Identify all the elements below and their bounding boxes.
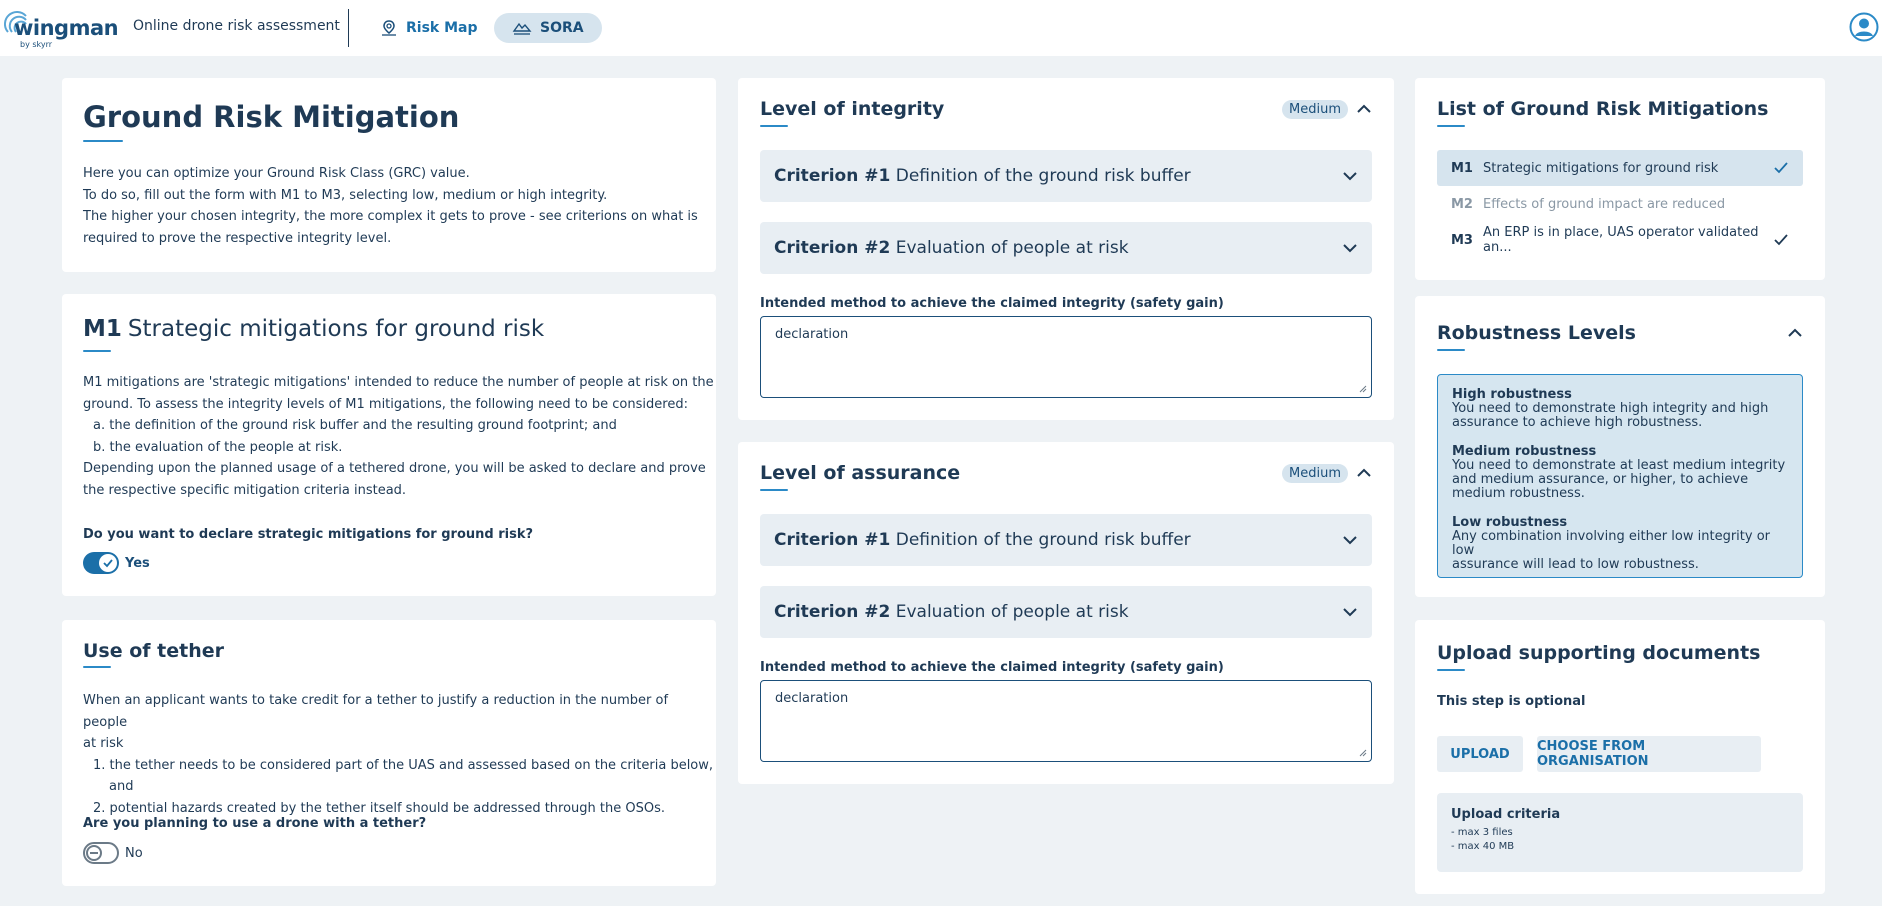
integrity-criterion-2[interactable] (760, 222, 1372, 274)
minus-icon (86, 845, 102, 861)
tether-line: 2. potential hazards created by the tether itself should be addressed through the OSOs. (93, 800, 666, 816)
m1-description (83, 372, 714, 501)
mitigation-code: M3 (1451, 232, 1473, 248)
nav-risk-map-button[interactable] (362, 13, 496, 43)
checkmark-icon (1773, 233, 1789, 247)
robustness-level-title: Medium robustness (1452, 444, 1597, 459)
chevron-up-icon[interactable] (1787, 328, 1803, 338)
robustness-card (1415, 296, 1825, 597)
m1-title-text: Strategic mitigations for ground risk (127, 316, 545, 342)
chevron-down-icon (1342, 535, 1358, 545)
tether-card (62, 620, 716, 886)
assurance-method-value: declaration (775, 691, 849, 706)
header-divider (348, 9, 349, 47)
m1-card (62, 294, 716, 596)
m1-line: a. the definition of the ground risk buffer and the resulting ground footprint; and (93, 418, 617, 433)
nav-sora-button[interactable] (494, 13, 602, 43)
m1-toggle[interactable] (83, 552, 150, 574)
mitigation-item-m3[interactable] (1437, 222, 1803, 258)
upload-criteria-title: Upload criteria (1451, 807, 1561, 822)
m1-toggle-label: Yes (125, 555, 150, 571)
chevron-down-icon (1342, 243, 1358, 253)
upload-optional-note: This step is optional (1437, 694, 1586, 709)
integrity-method-value: declaration (775, 327, 849, 342)
mitigation-list-card (1415, 78, 1825, 280)
robustness-info-box (1437, 374, 1803, 578)
tether-line: at risk (83, 736, 124, 751)
criterion-label: Criterion #1 Definition of the ground risk buffer (774, 166, 1191, 186)
tether-line: When an applicant wants to take credit for a tether to justify a reduction in the number of people (83, 693, 669, 730)
upload-underline (1437, 669, 1465, 671)
title-underline (83, 140, 123, 142)
upload-criteria-box (1437, 793, 1803, 872)
criterion-label: Criterion #2 Evaluation of people at risk (774, 602, 1129, 622)
intro-text (83, 163, 698, 249)
chevron-down-icon (1342, 171, 1358, 181)
assurance-criterion-1[interactable] (760, 514, 1372, 566)
robustness-level-title: Low robustness (1452, 515, 1568, 530)
assurance-header[interactable] (760, 462, 1372, 484)
robustness-header[interactable] (1437, 322, 1803, 344)
tether-line: and (109, 779, 134, 794)
resize-grip-icon[interactable] (1359, 385, 1367, 393)
m1-line: the respective specific mitigation criteria instead. (83, 482, 407, 498)
assurance-title: Level of assurance (760, 462, 961, 484)
choose-from-organisation-button[interactable]: CHOOSE FROM ORGANISATION (1537, 736, 1761, 772)
assurance-method-label: Intended method to achieve the claimed integrity (safety gain) (760, 660, 1224, 675)
upload-criteria-item: - max 3 files (1451, 827, 1513, 838)
logo-subtext: by skyrr (20, 40, 53, 49)
robustness-level-title: High robustness (1452, 387, 1572, 402)
top-bar (0, 0, 1882, 56)
assurance-card (738, 442, 1394, 784)
intro-line: Here you can optimize your Ground Risk Class (GRC) value. (83, 166, 470, 181)
m1-line: Depending upon the planned usage of a tethered drone, you will be asked to declare and prove (83, 461, 706, 476)
integrity-method-textarea[interactable] (760, 316, 1372, 398)
logo-text: wingman (14, 16, 119, 40)
integrity-underline (760, 125, 788, 127)
integrity-card (738, 78, 1394, 420)
integrity-criterion-1[interactable] (760, 150, 1372, 202)
integrity-method-label: Intended method to achieve the claimed integrity (safety gain) (760, 296, 1224, 311)
assurance-method-textarea[interactable] (760, 680, 1372, 762)
criterion-label: Criterion #1 Definition of the ground risk buffer (774, 530, 1191, 550)
upload-button[interactable]: UPLOAD (1437, 736, 1523, 772)
tether-underline (83, 666, 111, 668)
criterion-label: Criterion #2 Evaluation of people at risk (774, 238, 1129, 258)
m1-title (83, 316, 544, 342)
robustness-level-desc: You need to demonstrate at least medium integrity and medium assurance, or higher, to achieve medium robustness. (1452, 458, 1786, 501)
nav-sora-label: SORA (540, 20, 584, 36)
integrity-title: Level of integrity (760, 98, 945, 120)
checkmark-icon (1773, 161, 1789, 175)
assurance-underline (760, 489, 788, 491)
m1-code: M1 (83, 316, 122, 342)
upload-criteria-item: - max 40 MB (1451, 841, 1515, 852)
chevron-up-icon[interactable] (1356, 468, 1372, 478)
check-icon (99, 554, 117, 572)
intro-line: required to prove the respective integrity level. (83, 230, 392, 246)
integrity-badge: Medium (1282, 100, 1348, 119)
tether-toggle-label: No (125, 845, 143, 861)
upload-criteria-list (1451, 826, 1789, 854)
tether-line: 1. the tether needs to be considered part of the UAS and assessed based on the criteria below, (93, 757, 714, 773)
robustness-title: Robustness Levels (1437, 322, 1636, 344)
m1-line: M1 mitigations are 'strategic mitigations' intended to reduce the number of people at risk on the (83, 375, 714, 390)
integrity-header[interactable] (760, 98, 1372, 120)
intro-line: To do so, fill out the form with M1 to M3, selecting low, medium or high integrity. (83, 187, 608, 203)
upload-title: Upload supporting documents (1437, 642, 1761, 664)
tether-switch[interactable] (83, 842, 119, 864)
wingman-logo[interactable] (4, 6, 119, 50)
mitigation-code: M2 (1451, 196, 1473, 212)
mitigation-list-underline (1437, 125, 1465, 127)
mitigation-item-m2[interactable] (1437, 186, 1803, 222)
m1-line: ground. To assess the integrity levels of M1 mitigations, the following need to be considered: (83, 396, 688, 412)
mitigation-label: An ERP is in place, UAS operator validated an... (1482, 225, 1759, 255)
page-title: Ground Risk Mitigation (83, 100, 460, 134)
nav-risk-map-label: Risk Map (406, 20, 478, 36)
resize-grip-icon[interactable] (1359, 749, 1367, 757)
mitigation-list-title: List of Ground Risk Mitigations (1437, 98, 1769, 120)
tether-title: Use of tether (83, 640, 225, 662)
tether-toggle[interactable] (83, 842, 143, 864)
m1-underline (83, 350, 111, 352)
upload-card (1415, 620, 1825, 894)
chevron-up-icon[interactable] (1356, 104, 1372, 114)
user-avatar-icon[interactable] (1849, 12, 1879, 42)
mitigation-code: M1 (1451, 160, 1473, 176)
assurance-badge: Medium (1282, 464, 1348, 483)
robustness-underline (1437, 349, 1465, 351)
mitigation-label: Strategic mitigations for ground risk (1482, 160, 1719, 176)
app-title: Online drone risk assessment (133, 18, 340, 34)
m1-question: Do you want to declare strategic mitigations for ground risk? (83, 527, 534, 542)
assurance-criterion-2[interactable] (760, 586, 1372, 638)
mitigation-item-m1[interactable] (1437, 150, 1803, 186)
tether-question: Are you planning to use a drone with a tether? (83, 816, 427, 831)
robustness-level-desc: You need to demonstrate high integrity and high assurance to achieve high robustness. (1452, 401, 1769, 430)
m1-switch[interactable] (83, 552, 119, 574)
map-pin-icon (380, 19, 398, 37)
sora-icon (512, 19, 532, 37)
intro-card (62, 78, 716, 272)
m1-line: b. the evaluation of the people at risk. (93, 439, 343, 455)
intro-line: The higher your chosen integrity, the more complex it gets to prove - see criterions on what is (83, 209, 698, 224)
robustness-level-desc: Any combination involving either low integrity or low assurance will lead to low robustness. (1452, 529, 1770, 572)
chevron-down-icon (1342, 607, 1358, 617)
tether-description (83, 690, 716, 819)
mitigation-label: Effects of ground impact are reduced (1482, 196, 1726, 212)
